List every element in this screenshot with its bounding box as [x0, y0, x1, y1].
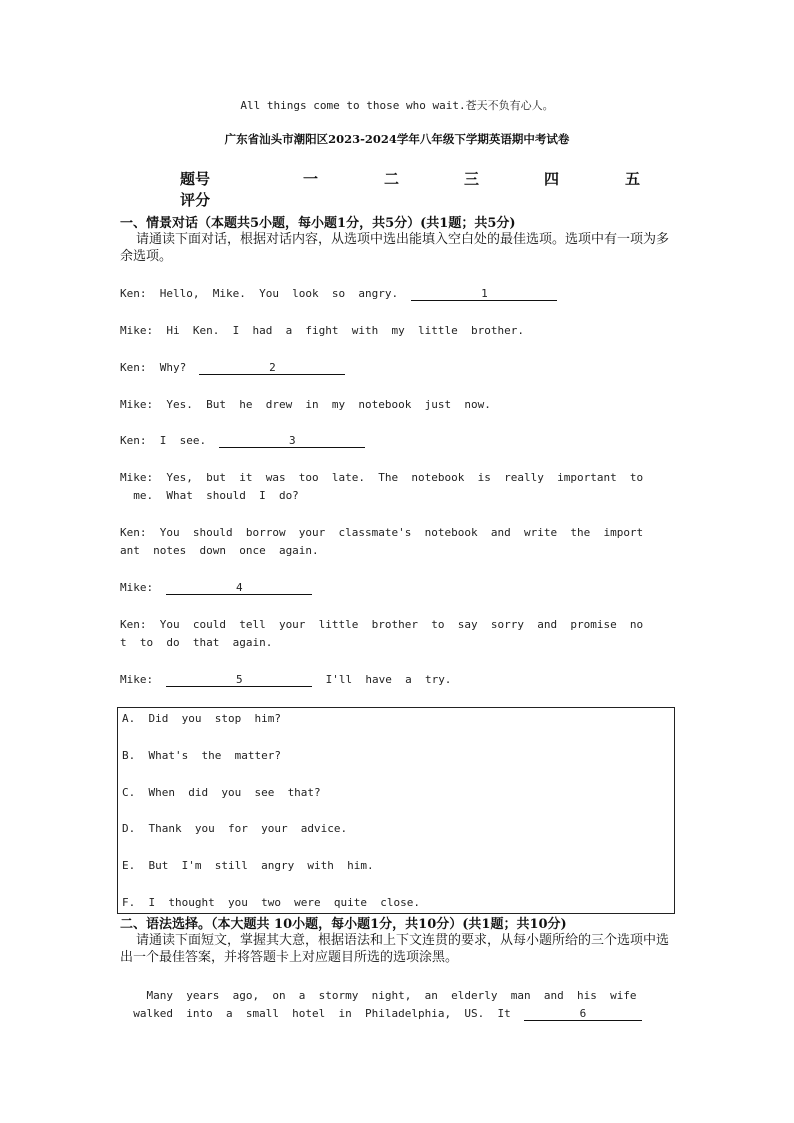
dialogue-text: Mike: Hi Ken. I had a fight with my little brother. — [120, 324, 524, 337]
dialogue-line — [120, 359, 675, 377]
score-col-1: 一 — [303, 170, 319, 188]
passage-text: walked into a small hotel in Philadelphia, US. It — [120, 1007, 524, 1020]
dialogue-text: Mike: Yes. But he drew in my notebook just now. — [120, 398, 491, 411]
dialogue-text: Mike: — [120, 581, 167, 594]
dialogue-line-cont — [120, 634, 675, 652]
dialogue-line — [120, 616, 675, 634]
option-b: B. What's the matter? — [122, 749, 281, 762]
option-a: A. Did you stop him? — [122, 712, 281, 725]
section2-instruction: 请通读下面短文，掌握其大意，根据语法和上下文连贯的要求，从每小题所给的三个选项中选出一个最佳答案，并将答题卡上对应题目所选的选项涂黑。 — [120, 933, 670, 965]
answer-blank-6[interactable]: 6 — [524, 1007, 642, 1021]
option-c: C. When did you see that? — [122, 786, 321, 799]
exam-title: 广东省汕头市潮阳区2023-2024学年八年级下学期英语期中考试卷 — [224, 132, 570, 146]
score-col-4: 四 — [544, 170, 560, 188]
dialogue-text: Ken: You should borrow your classmate's notebook and write the import — [120, 526, 644, 539]
dialogue-line — [120, 396, 675, 414]
dialogue-text: Ken: Hello, Mike. You look so angry. — [120, 287, 412, 300]
dialogue-line — [120, 285, 675, 303]
dialogue-line — [120, 671, 675, 689]
score-col-3: 三 — [464, 170, 480, 188]
dialogue-line-cont — [120, 487, 675, 505]
option-d: D. Thank you for your advice. — [122, 822, 348, 835]
dialogue-line — [120, 469, 675, 487]
option-e: E. But I'm still angry with him. — [122, 859, 374, 872]
answer-blank-5[interactable]: 5 — [166, 673, 312, 687]
answer-blank-3[interactable]: 3 — [219, 434, 365, 448]
dialogue-text: Ken: Why? — [120, 361, 200, 374]
answer-blank-4[interactable]: 4 — [166, 581, 312, 595]
section1-heading: 一、情景对话（本题共5小题，每小题1分，共5分）(共1题；共5分) — [120, 216, 516, 231]
answer-blank-2[interactable]: 2 — [199, 361, 345, 375]
dialogue-line — [120, 579, 675, 597]
answer-blank-1[interactable]: 1 — [411, 287, 557, 301]
option-f: F. I thought you two were quite close. — [122, 896, 421, 909]
dialogue-text: I'll have a try. — [312, 673, 452, 686]
dialogue-text: Ken: I see. — [120, 434, 220, 447]
dialogue-text: Mike: Yes, but it was too late. The notebook is really important to — [120, 471, 644, 484]
passage-line — [120, 987, 675, 1005]
dialogue-line-cont — [120, 542, 675, 560]
score-table-row2-label: 评分 — [180, 191, 211, 209]
dialogue-line — [120, 524, 675, 542]
passage-text: Many years ago, on a stormy night, an elderly man and his wife — [120, 989, 637, 1002]
dialogue-text: me. What should I do? — [120, 489, 299, 502]
section1-instruction: 请通读下面对话，根据对话内容，从选项中选出能填入空白处的最佳选项。选项中有一项为多余选项。 — [120, 232, 670, 264]
dialogue-line — [120, 322, 675, 340]
passage-line — [120, 1005, 675, 1023]
dialogue-text: Ken: You could tell your little brother to say sorry and promise no — [120, 618, 644, 631]
score-col-2: 二 — [384, 170, 400, 188]
dialogue-line — [120, 432, 675, 450]
dialogue-text: ant notes down once again. — [120, 544, 319, 557]
score-table-row1-label: 题号 — [180, 170, 211, 188]
dialogue-text: Mike: — [120, 673, 167, 686]
options-box — [117, 707, 675, 914]
score-col-5: 五 — [625, 170, 641, 188]
header-motto: All things come to those who wait.苍天不负有心人。 — [240, 99, 554, 112]
dialogue-text: t to do that again. — [120, 636, 273, 649]
section2-heading: 二、语法选择。（本大题共 10小题，每小题1分，共10分）(共1题；共10分) — [120, 917, 567, 932]
score-table — [0, 168, 794, 188]
